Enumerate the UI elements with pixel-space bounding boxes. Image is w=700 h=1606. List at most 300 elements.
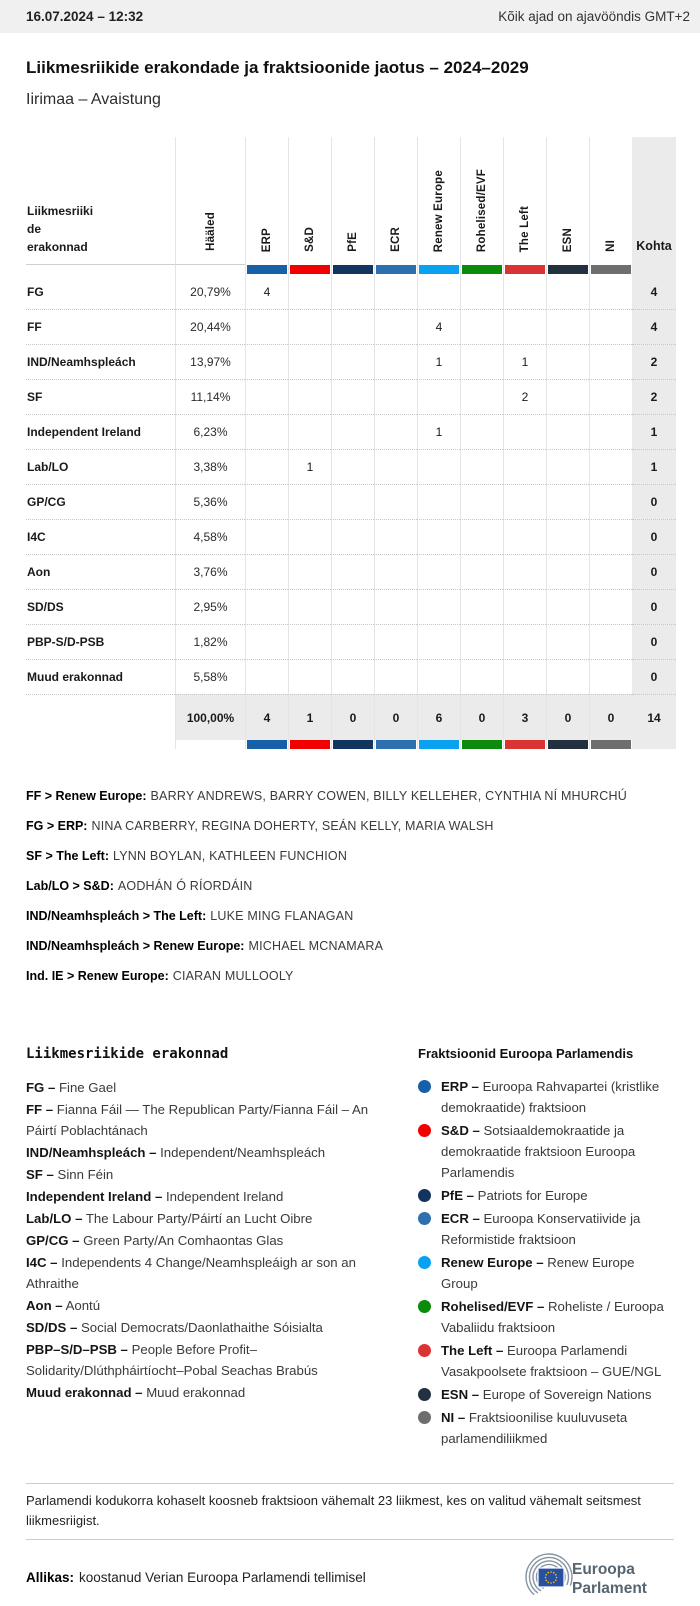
seat-cell	[546, 519, 589, 554]
topbar-datetime: 16.07.2024 – 12:32	[26, 9, 144, 24]
total-seats-cell: 0	[632, 659, 676, 694]
seat-cell	[245, 519, 288, 554]
party-legend-item	[26, 1142, 378, 1163]
faction-column-header	[331, 137, 374, 265]
total-row-party-cell	[26, 694, 175, 740]
note-label: FG > ERP:	[26, 819, 88, 833]
seat-cell	[288, 274, 331, 309]
note-label: Ind. IE > Renew Europe:	[26, 969, 169, 983]
seat-cell	[374, 624, 417, 659]
faction-column-header	[503, 137, 546, 265]
votes-cell: 1,82%	[175, 624, 245, 659]
seat-cell	[288, 519, 331, 554]
seat-cell	[374, 589, 417, 624]
seat-cell	[417, 519, 460, 554]
faction-legend-text	[441, 1252, 674, 1294]
header-bar-faction-bar	[331, 265, 374, 274]
seat-cell	[417, 589, 460, 624]
votes-cell: 5,36%	[175, 484, 245, 519]
note-label: Lab/LO > S&D:	[26, 879, 114, 893]
votes-cell: 3,76%	[175, 554, 245, 589]
party-legend-abbr: FG –	[26, 1080, 56, 1095]
seat-cell	[288, 484, 331, 519]
seat-cell: 2	[503, 379, 546, 414]
party-legend-item	[26, 1317, 378, 1338]
mep-notes	[26, 789, 674, 984]
seat-cell	[288, 414, 331, 449]
seat-cell	[331, 379, 374, 414]
footer-bar-faction-bar	[589, 740, 632, 749]
seat-cell	[288, 589, 331, 624]
timezone-note: Kõik ajad on ajavööndis GMT+2	[498, 9, 690, 24]
seat-cell	[589, 589, 632, 624]
logo-text-line2: Parlament	[572, 1580, 647, 1597]
legends	[26, 1046, 674, 1451]
faction-column-header-label: PfE	[347, 232, 359, 252]
faction-legend-name: Fraktsioonilise kuuluvuseta parlamendiliikmed	[441, 1410, 628, 1446]
faction-legend-abbr: S&D –	[441, 1123, 480, 1138]
party-legend-name: Fine Gael	[58, 1080, 117, 1095]
footer-bar-faction-bar	[374, 740, 417, 749]
total-seats-cell: 2	[632, 344, 676, 379]
seat-cell	[374, 344, 417, 379]
seat-cell	[417, 379, 460, 414]
faction-color-dot	[418, 1124, 431, 1137]
seat-cell	[546, 624, 589, 659]
footer-bar-faction-bar	[460, 740, 503, 749]
seat-cell	[546, 554, 589, 589]
seat-cell	[331, 274, 374, 309]
header-bar-faction-bar	[288, 265, 331, 274]
total-row-seat-cell: 6	[417, 694, 460, 740]
votes-cell: 13,97%	[175, 344, 245, 379]
faction-color-dot	[418, 1300, 431, 1313]
party-name-cell: Independent Ireland	[26, 414, 175, 449]
party-legend-name: Aontú	[65, 1298, 101, 1313]
seat-cell	[503, 309, 546, 344]
faction-legend-abbr: ERP –	[441, 1079, 479, 1094]
party-legend-abbr: Independent Ireland –	[26, 1189, 163, 1204]
party-legend-item	[26, 1252, 378, 1294]
eu-flag-icon	[538, 1568, 564, 1587]
seat-cell	[245, 484, 288, 519]
seat-cell	[417, 274, 460, 309]
seat-cell	[503, 414, 546, 449]
seat-cell	[546, 274, 589, 309]
faction-color-bar	[591, 265, 631, 274]
seat-cell	[460, 379, 503, 414]
faction-legend-item	[418, 1185, 674, 1206]
faction-color-bar	[419, 265, 459, 274]
seat-cell	[288, 554, 331, 589]
seat-cell	[546, 309, 589, 344]
seat-cell	[503, 554, 546, 589]
seat-cell	[460, 274, 503, 309]
note-line	[26, 849, 674, 864]
seats-column-header	[632, 137, 676, 265]
page-title: Liikmesriikide erakondade ja fraktsioonide jaotus – 2024–2029	[26, 58, 529, 77]
note-label: IND/Neamhspleách > Renew Europe:	[26, 939, 245, 953]
faction-column-header	[546, 137, 589, 265]
party-legend-name: Green Party/An Comhaontas Glas	[83, 1233, 284, 1248]
seat-cell	[374, 309, 417, 344]
total-seats-cell: 4	[632, 274, 676, 309]
seat-cell	[331, 449, 374, 484]
faction-column-header-label: ESN	[562, 227, 574, 252]
seat-cell	[589, 274, 632, 309]
results-grid	[26, 137, 674, 749]
total-row-seat-cell: 1	[288, 694, 331, 740]
seat-cell	[288, 624, 331, 659]
seat-cell	[589, 659, 632, 694]
total-seats-cell: 1	[632, 449, 676, 484]
party-legend-abbr: FF –	[26, 1102, 54, 1117]
party-legend-name: The Labour Party/Páirtí an Lucht Oibre	[85, 1211, 313, 1226]
total-seats-cell: 0	[632, 519, 676, 554]
party-legend-name: Independent/Neamhspleách	[160, 1145, 326, 1160]
party-name-cell: IND/Neamhspleách	[26, 344, 175, 379]
faction-legend-text	[441, 1340, 674, 1382]
votes-cell: 20,79%	[175, 274, 245, 309]
faction-column-header-label: S&D	[304, 227, 316, 252]
footer-bar-faction-bar	[503, 740, 546, 749]
party-legend-item	[26, 1208, 378, 1229]
footer-bar-faction-bar	[417, 740, 460, 749]
faction-legend-item	[418, 1296, 674, 1338]
seat-cell	[288, 309, 331, 344]
note-names: LUKE MING FLANAGAN	[210, 909, 354, 923]
party-name-cell: SD/DS	[26, 589, 175, 624]
faction-legend-text	[441, 1407, 674, 1449]
seat-cell	[374, 554, 417, 589]
votes-cell: 4,58%	[175, 519, 245, 554]
note-names: LYNN BOYLAN, KATHLEEN FUNCHION	[113, 849, 348, 863]
faction-column-header-label: NI	[605, 240, 617, 252]
faction-legend-item	[418, 1340, 674, 1382]
seat-cell	[417, 484, 460, 519]
seat-cell	[460, 344, 503, 379]
seat-cell	[546, 414, 589, 449]
faction-color-bar	[247, 265, 287, 274]
seat-cell	[589, 379, 632, 414]
seat-cell	[245, 309, 288, 344]
note-names: MICHAEL MCNAMARA	[248, 939, 384, 953]
faction-legend-text	[441, 1185, 588, 1206]
faction-color-bar	[419, 740, 459, 749]
note-line	[26, 909, 674, 924]
footer-bar-spacer-party	[26, 740, 175, 749]
faction-column-header	[417, 137, 460, 265]
faction-column-header-label: ERP	[261, 227, 273, 252]
faction-column-header	[589, 137, 632, 265]
faction-legend-name: Euroopa Rahvapartei (kristlike demokraatide) fraktsioon	[441, 1079, 660, 1115]
seat-cell	[417, 659, 460, 694]
faction-color-dot	[418, 1388, 431, 1401]
total-seats-cell: 1	[632, 414, 676, 449]
seat-cell	[503, 624, 546, 659]
total-row-seat-cell: 0	[589, 694, 632, 740]
faction-legend-abbr: Renew Europe –	[441, 1255, 544, 1270]
note-names: CIARAN MULLOOLY	[172, 969, 294, 983]
party-column-header-label: Liikmesriikide erakonnad	[27, 204, 94, 254]
seat-cell	[589, 519, 632, 554]
party-name-cell: FF	[26, 309, 175, 344]
seat-cell	[546, 484, 589, 519]
faction-color-bar	[462, 265, 502, 274]
total-row-seat-cell: 3	[503, 694, 546, 740]
faction-color-dot	[418, 1256, 431, 1269]
faction-legend-abbr: ECR –	[441, 1211, 480, 1226]
header-bar-faction-bar	[374, 265, 417, 274]
faction-color-bar	[505, 740, 545, 749]
results-table	[26, 137, 674, 749]
footer-bar-spacer-seats	[632, 740, 676, 749]
header-bar-faction-bar	[589, 265, 632, 274]
faction-legend-text	[441, 1208, 674, 1250]
party-legend-item	[26, 1382, 378, 1403]
party-legend-abbr: GP/CG –	[26, 1233, 80, 1248]
seat-cell	[288, 379, 331, 414]
party-legend-name: Sinn Féin	[57, 1167, 114, 1182]
seat-cell	[460, 414, 503, 449]
votes-cell: 3,38%	[175, 449, 245, 484]
total-seats-cell: 4	[632, 309, 676, 344]
source-label: Allikas:	[26, 1569, 75, 1585]
seat-cell	[503, 589, 546, 624]
seat-cell	[503, 484, 546, 519]
party-legend-abbr: Muud erakonnad –	[26, 1385, 143, 1400]
party-name-cell: Lab/LO	[26, 449, 175, 484]
seat-cell: 1	[288, 449, 331, 484]
seat-cell	[331, 344, 374, 379]
total-seats-cell: 0	[632, 484, 676, 519]
votes-column-header-label: Hääled	[204, 212, 217, 251]
seat-cell	[589, 554, 632, 589]
faction-legend-abbr: NI –	[441, 1410, 466, 1425]
faction-color-bar	[376, 740, 416, 749]
seat-cell	[460, 659, 503, 694]
votes-column-header	[175, 137, 245, 265]
logo-text-line1: Euroopa	[572, 1561, 635, 1578]
note-names: BARRY ANDREWS, BARRY COWEN, BILLY KELLEHER, CYNTHIA NÍ MHURCHÚ	[150, 789, 627, 803]
party-name-cell: I4C	[26, 519, 175, 554]
faction-legend-name: Roheliste / Euroopa Vabaliidu fraktsioon	[441, 1299, 664, 1335]
faction-legend-name: Patriots for Europe	[477, 1188, 588, 1203]
faction-color-bar	[505, 265, 545, 274]
header-bar-spacer-votes	[175, 265, 245, 274]
faction-color-dot	[418, 1344, 431, 1357]
party-legend-item	[26, 1164, 378, 1185]
seat-cell	[245, 379, 288, 414]
note-line	[26, 969, 674, 984]
total-row-total-cell: 14	[632, 694, 676, 740]
votes-cell: 11,14%	[175, 379, 245, 414]
party-legend-name: People Before Profit–Solidarity/Dlúthpháirtíocht–Pobal Seachas Brabús	[26, 1342, 318, 1378]
europarl-logo	[516, 1552, 674, 1602]
seat-cell: 1	[417, 344, 460, 379]
faction-color-bar	[462, 740, 502, 749]
footer-bar-faction-bar	[245, 740, 288, 749]
party-legend-heading: Liikmesriikide erakonnad	[26, 1046, 229, 1062]
total-row-seat-cell: 4	[245, 694, 288, 740]
footer-bar-faction-bar	[546, 740, 589, 749]
faction-legend-name: Renew Europe Group	[441, 1255, 635, 1291]
total-seats-cell: 0	[632, 554, 676, 589]
party-name-cell: Muud erakonnad	[26, 659, 175, 694]
faction-color-bar	[290, 740, 330, 749]
note-line	[26, 819, 674, 834]
party-legend-name: Fianna Fáil — The Republican Party/Fianna Fáil – An Páirtí Poblachtánach	[26, 1102, 369, 1138]
votes-cell: 5,58%	[175, 659, 245, 694]
total-seats-cell: 0	[632, 589, 676, 624]
seat-cell	[331, 659, 374, 694]
seat-cell	[331, 589, 374, 624]
faction-legend-items	[418, 1076, 674, 1449]
seat-cell: 4	[245, 274, 288, 309]
faction-legend-abbr: ESN –	[441, 1387, 480, 1402]
page-subtitle: Iirimaa – Avaistung	[26, 91, 161, 108]
seat-cell	[288, 344, 331, 379]
seat-cell	[331, 554, 374, 589]
seat-cell	[503, 519, 546, 554]
faction-legend-item	[418, 1384, 674, 1405]
seat-cell	[417, 449, 460, 484]
seat-cell	[503, 274, 546, 309]
total-row-seat-cell: 0	[331, 694, 374, 740]
faction-legend-abbr: The Left –	[441, 1343, 504, 1358]
header-bar-faction-bar	[503, 265, 546, 274]
seat-cell	[417, 554, 460, 589]
party-name-cell: SF	[26, 379, 175, 414]
faction-column-header	[245, 137, 288, 265]
party-legend-item	[26, 1230, 378, 1251]
total-row-seat-cell: 0	[374, 694, 417, 740]
total-row-votes-cell: 100,00%	[175, 694, 245, 740]
party-legend-name: Independents 4 Change/Neamhspleáigh ar son an Athraithe	[26, 1255, 356, 1291]
faction-legend-name: Sotsiaaldemokraatide ja demokraatide fraktsioon Euroopa Parlamendis	[441, 1123, 636, 1180]
seat-cell	[460, 624, 503, 659]
seat-cell	[503, 449, 546, 484]
votes-cell: 20,44%	[175, 309, 245, 344]
seat-cell	[589, 624, 632, 659]
source-line	[26, 1570, 366, 1585]
party-legend-item	[26, 1186, 378, 1207]
faction-column-header	[460, 137, 503, 265]
seat-cell	[245, 624, 288, 659]
seat-cell	[546, 589, 589, 624]
total-row-seat-cell: 0	[546, 694, 589, 740]
seat-cell	[546, 659, 589, 694]
party-legend-abbr: IND/Neamhspleách –	[26, 1145, 157, 1160]
total-seats-cell: 2	[632, 379, 676, 414]
seat-cell	[374, 659, 417, 694]
seat-cell	[374, 484, 417, 519]
faction-color-dot	[418, 1411, 431, 1424]
seat-cell	[417, 624, 460, 659]
header-bar-faction-bar	[245, 265, 288, 274]
seats-column-header-label: Kohta	[636, 239, 672, 253]
footer-bar-faction-bar	[331, 740, 374, 749]
seat-cell	[245, 414, 288, 449]
seat-cell	[589, 309, 632, 344]
faction-legend	[418, 1046, 674, 1451]
votes-cell: 2,95%	[175, 589, 245, 624]
faction-column-header	[374, 137, 417, 265]
note-label: IND/Neamhspleách > The Left:	[26, 909, 207, 923]
party-legend-abbr: Aon –	[26, 1298, 63, 1313]
faction-column-header-label: The Left	[519, 205, 531, 252]
source-text: koostanud Verian Euroopa Parlamendi tellimisel	[79, 1569, 366, 1585]
seat-cell	[546, 379, 589, 414]
party-legend-name: Social Democrats/Daonlathaithe Sóisialta	[80, 1320, 323, 1335]
faction-legend-text	[441, 1120, 674, 1183]
note-label: FF > Renew Europe:	[26, 789, 147, 803]
faction-legend-item	[418, 1252, 674, 1294]
footer-bar-spacer-votes	[175, 740, 245, 749]
faction-color-bar	[376, 265, 416, 274]
note-line	[26, 879, 674, 894]
faction-legend-abbr: Rohelised/EVF –	[441, 1299, 545, 1314]
note-names: AODHÁN Ó RÍORDÁIN	[117, 879, 253, 893]
party-name-cell: GP/CG	[26, 484, 175, 519]
party-name-cell: PBP-S/D-PSB	[26, 624, 175, 659]
faction-color-dot	[418, 1080, 431, 1093]
party-legend-abbr: SD/DS –	[26, 1320, 78, 1335]
faction-legend-item	[418, 1120, 674, 1183]
faction-legend-text	[441, 1296, 674, 1338]
faction-legend-name: Euroopa Konservatiivide ja Reformistide fraktsioon	[441, 1211, 641, 1247]
faction-color-bar	[333, 265, 373, 274]
seat-cell	[589, 344, 632, 379]
faction-color-dot	[418, 1212, 431, 1225]
seat-cell	[460, 554, 503, 589]
header-bar-faction-bar	[546, 265, 589, 274]
seat-cell	[589, 414, 632, 449]
faction-legend-item	[418, 1407, 674, 1449]
seat-cell	[460, 589, 503, 624]
seat-cell	[331, 624, 374, 659]
seat-cell	[331, 484, 374, 519]
seat-cell	[331, 519, 374, 554]
seat-cell: 1	[417, 414, 460, 449]
party-column-header	[26, 137, 175, 265]
seat-cell	[460, 484, 503, 519]
faction-legend-name: Euroopa Parlamendi Vasakpoolsete fraktsioon – GUE/NGL	[441, 1343, 662, 1379]
seat-cell	[503, 659, 546, 694]
faction-color-bar	[591, 740, 631, 749]
faction-legend-item	[418, 1076, 674, 1118]
seat-cell	[374, 414, 417, 449]
seat-cell	[460, 449, 503, 484]
faction-legend-text	[441, 1076, 674, 1118]
party-legend-item	[26, 1339, 378, 1381]
party-legend-item	[26, 1077, 378, 1098]
header-bar-faction-bar	[417, 265, 460, 274]
seat-cell	[374, 274, 417, 309]
faction-legend-name: Europe of Sovereign Nations	[482, 1387, 652, 1402]
faction-column-header	[288, 137, 331, 265]
note-line	[26, 939, 674, 954]
seat-cell	[245, 344, 288, 379]
seat-cell	[245, 449, 288, 484]
seat-cell	[288, 659, 331, 694]
header-bar-spacer-party	[26, 265, 175, 274]
faction-color-bar	[548, 740, 588, 749]
seat-cell	[374, 449, 417, 484]
footer	[26, 1548, 674, 1606]
seat-cell	[460, 519, 503, 554]
seat-cell	[589, 449, 632, 484]
